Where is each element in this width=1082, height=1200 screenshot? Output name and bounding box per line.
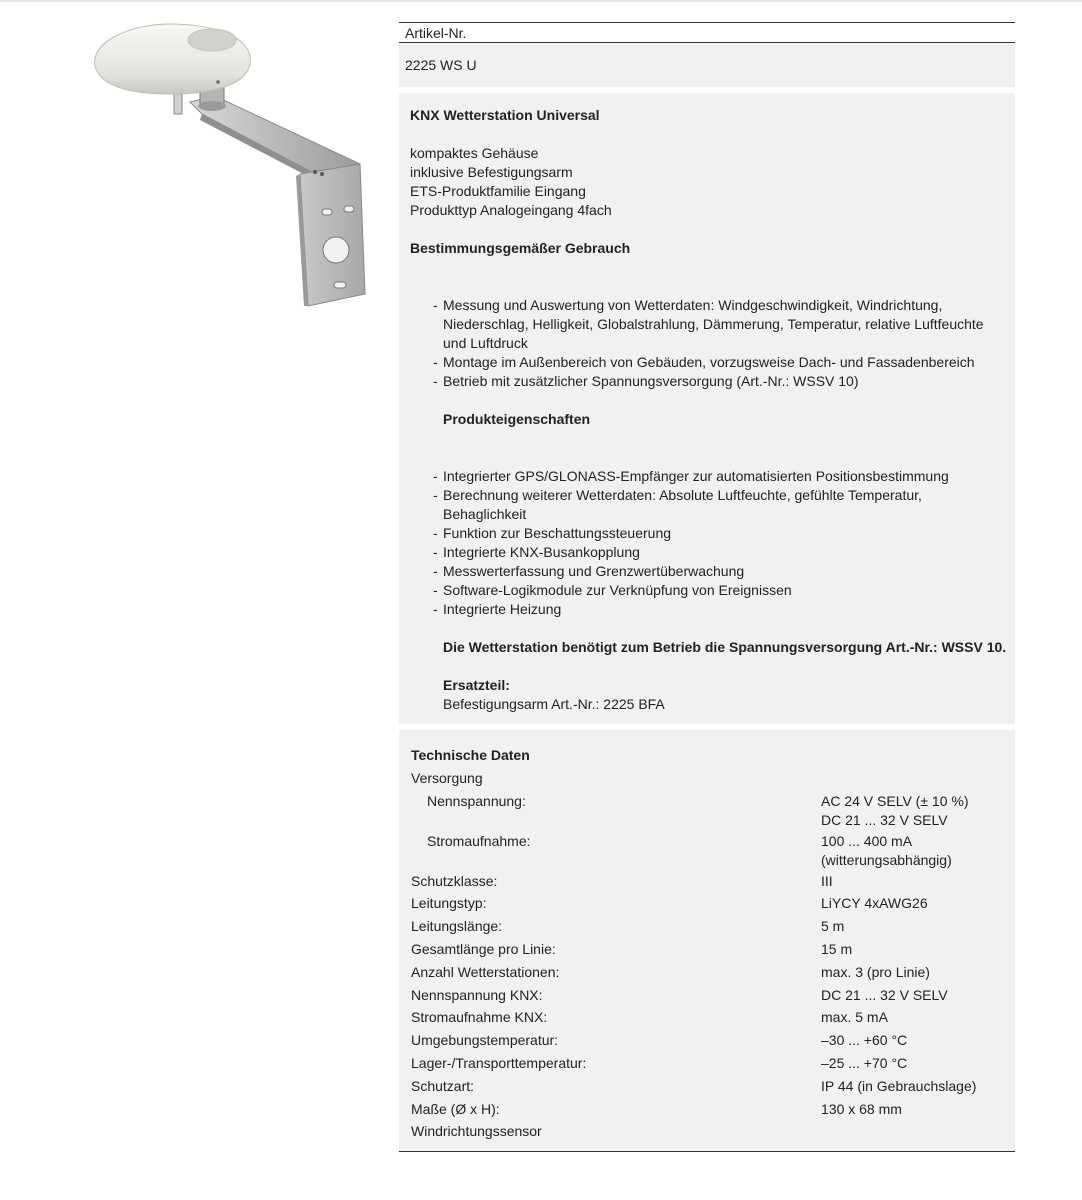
spec-value-line: DC 21 ... 32 V SELV xyxy=(821,811,948,828)
spec-row-nominal-voltage xyxy=(411,790,1007,830)
spec-value-line: (witterungsabhängig) xyxy=(821,851,952,868)
usage-heading: Bestimmungsgemäßer Gebrauch xyxy=(410,240,631,256)
property-item: - Integrierte KNX-Busankopplung xyxy=(433,543,1007,562)
spec-row xyxy=(411,1052,1007,1075)
feature-item: inklusive Befestigungsarm xyxy=(410,164,573,180)
spec-value: IP 44 (in Gebrauchslage) xyxy=(821,1077,977,1094)
property-item: - Integrierter GPS/GLONASS-Empfänger zur automatisierten Positionsbestimmung xyxy=(433,467,1007,486)
technical-data-title: Technische Daten xyxy=(411,747,530,763)
weather-station-image xyxy=(60,14,390,314)
spec-value xyxy=(821,830,1007,870)
spare-part-heading: Ersatzteil: xyxy=(443,677,510,693)
property-item: - Software-Logikmodule zur Verknüpfung von Ereignissen xyxy=(433,581,1007,600)
usage-item: - Messung und Auswertung von Wetterdaten: Windgeschwindigkeit, Windrichtung, Niederschlag, Helligkeit, Globalstrahlung, Dämmerung, Temperatur, relative Luftfeuchte und Luftdruck xyxy=(433,296,1007,353)
spec-label: Nennspannung KNX: xyxy=(411,986,543,1003)
top-border xyxy=(0,0,1082,2)
technical-data xyxy=(399,730,1015,1151)
spec-row xyxy=(411,961,1007,984)
spec-label: Umgebungstemperatur: xyxy=(411,1032,559,1049)
feature-list xyxy=(410,144,1007,220)
spec-row xyxy=(411,915,1007,938)
property-item: - Berechnung weiterer Wetterdaten: Absolute Luftfeuchte, gefühlte Temperatur, Behaglichkeit xyxy=(433,486,1007,524)
spec-row xyxy=(411,1098,1007,1121)
spec-value: max. 3 (pro Linie) xyxy=(821,963,930,980)
spec-label: Leitungstyp: xyxy=(411,895,487,912)
spec-label: Nennspannung: xyxy=(427,792,526,809)
spare-part-text: Befestigungsarm Art.-Nr.: 2225 BFA xyxy=(443,696,665,712)
spec-value: 130 x 68 mm xyxy=(821,1100,902,1117)
spec-value: LiYCY 4xAWG26 xyxy=(821,895,928,912)
spec-label: Leitungslänge: xyxy=(411,918,503,935)
spec-value-line: AC 24 V SELV (± 10 %) xyxy=(821,792,969,809)
spec-value: 5 m xyxy=(821,918,845,935)
spec-row xyxy=(411,1006,1007,1029)
spec-label: Stromaufnahme: xyxy=(427,832,531,849)
spec-value: 15 m xyxy=(821,940,853,957)
wind-direction-sensor-label: Windrichtungssensor xyxy=(411,1123,542,1140)
product-title: KNX Wetterstation Universal xyxy=(410,107,600,123)
feature-item: Produkttyp Analogeingang 4fach xyxy=(410,202,612,218)
spec-label: Lager-/Transporttemperatur: xyxy=(411,1054,587,1071)
spec-row xyxy=(411,1029,1007,1052)
usage-list xyxy=(410,296,1007,391)
spec-row xyxy=(411,984,1007,1007)
spec-value: –25 ... +70 °C xyxy=(821,1054,908,1071)
spec-label: Stromaufnahme KNX: xyxy=(411,1009,548,1026)
product-description xyxy=(399,93,1015,724)
spec-value: III xyxy=(821,872,833,889)
spec-row-current xyxy=(411,830,1007,870)
article-number-label: Artikel-Nr. xyxy=(405,25,467,41)
property-item: - Messwerterfassung und Grenzwertüberwachung xyxy=(433,562,1007,581)
spec-value xyxy=(821,790,1007,830)
spec-label: Maße (Ø x H): xyxy=(411,1100,500,1117)
bottom-rule xyxy=(399,1151,1015,1152)
spec-value: DC 21 ... 32 V SELV xyxy=(821,986,948,1003)
power-supply-note: Die Wetterstation benötigt zum Betrieb die Spannungsversorgung Art.-Nr.: WSSV 10. xyxy=(443,639,1007,655)
property-item: - Integrierte Heizung xyxy=(433,600,1007,619)
spec-row xyxy=(411,892,1007,915)
spec-label: Anzahl Wetterstationen: xyxy=(411,963,560,980)
spec-value: –30 ... +60 °C xyxy=(821,1032,908,1049)
spec-row xyxy=(411,1075,1007,1098)
spec-label: Gesamtlänge pro Linie: xyxy=(411,940,556,957)
spec-value: max. 5 mA xyxy=(821,1009,888,1026)
spec-value-line: 100 ... 400 mA xyxy=(821,832,913,849)
spec-label: Schutzklasse: xyxy=(411,872,498,889)
feature-item: ETS-Produktfamilie Eingang xyxy=(410,183,586,199)
properties-list xyxy=(410,467,1007,619)
usage-item: - Betrieb mit zusätzlicher Spannungsversorgung (Art.-Nr.: WSSV 10) xyxy=(433,372,1007,391)
spec-label: Schutzart: xyxy=(411,1077,475,1094)
spec-row xyxy=(411,870,1007,893)
supply-label: Versorgung xyxy=(411,769,483,786)
spec-row xyxy=(411,938,1007,961)
property-item: - Funktion zur Beschattungssteuerung xyxy=(433,524,1007,543)
properties-heading: Produkteigenschaften xyxy=(443,411,591,427)
spec-rows xyxy=(411,870,1007,1121)
usage-item: - Montage im Außenbereich von Gebäuden, vorzugsweise Dach- und Fassadenbereich xyxy=(433,353,1007,372)
feature-item: kompaktes Gehäuse xyxy=(410,145,539,161)
article-number-value: 2225 WS U xyxy=(399,43,1015,87)
product-datasheet xyxy=(399,22,1015,1152)
